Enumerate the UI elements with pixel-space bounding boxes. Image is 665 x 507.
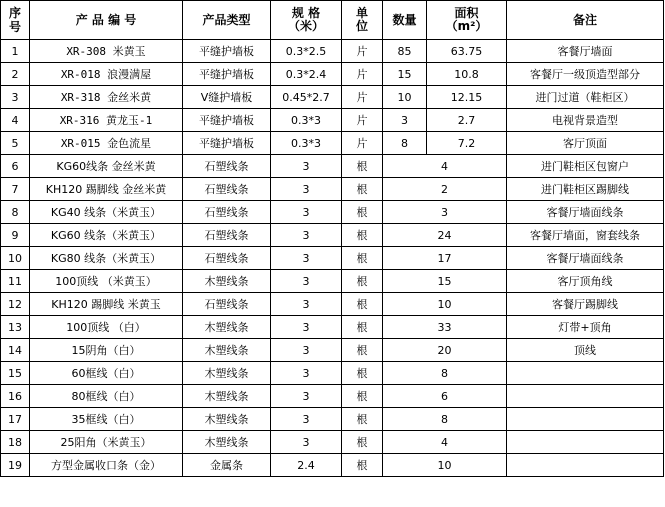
table-row <box>1 109 664 132</box>
cell-seq: 3 <box>1 86 30 109</box>
cell-name: KH120 踢脚线 米黄玉 <box>30 293 183 316</box>
cell-note: 顶线 <box>507 339 664 362</box>
cell-type: 木塑线条 <box>183 339 271 362</box>
cell-qty: 10 <box>383 86 427 109</box>
table-row <box>1 270 664 293</box>
header-spec: 规 格 （米） <box>271 1 342 40</box>
cell-spec: 0.3*3 <box>271 109 342 132</box>
cell-seq: 13 <box>1 316 30 339</box>
cell-spec: 0.3*3 <box>271 132 342 155</box>
cell-note: 客餐厅墙面 <box>507 40 664 63</box>
cell-unit: 根 <box>342 316 383 339</box>
cell-area: 7.2 <box>427 132 507 155</box>
cell-type: 金属条 <box>183 454 271 477</box>
cell-unit: 片 <box>342 109 383 132</box>
cell-qty: 6 <box>383 385 507 408</box>
cell-type: 石塑线条 <box>183 224 271 247</box>
cell-name: XR-318 金丝米黄 <box>30 86 183 109</box>
cell-note <box>507 408 664 431</box>
cell-unit: 根 <box>342 362 383 385</box>
cell-spec: 3 <box>271 316 342 339</box>
cell-type: 石塑线条 <box>183 178 271 201</box>
cell-name: XR-018 浪漫满屋 <box>30 63 183 86</box>
table-row <box>1 293 664 316</box>
cell-seq: 16 <box>1 385 30 408</box>
cell-name: KG80 线条（米黄玉） <box>30 247 183 270</box>
cell-type: 石塑线条 <box>183 155 271 178</box>
cell-unit: 片 <box>342 132 383 155</box>
cell-spec: 3 <box>271 247 342 270</box>
cell-spec: 3 <box>271 385 342 408</box>
cell-note: 进门过道（鞋柜区） <box>507 86 664 109</box>
cell-seq: 5 <box>1 132 30 155</box>
cell-qty: 33 <box>383 316 507 339</box>
cell-note <box>507 362 664 385</box>
cell-spec: 3 <box>271 362 342 385</box>
cell-spec: 0.45*2.7 <box>271 86 342 109</box>
cell-seq: 18 <box>1 431 30 454</box>
cell-type: 木塑线条 <box>183 385 271 408</box>
cell-spec: 3 <box>271 178 342 201</box>
header-area: 面积 （m²） <box>427 1 507 40</box>
table-row <box>1 362 664 385</box>
cell-seq: 12 <box>1 293 30 316</box>
header-unit: 单 位 <box>342 1 383 40</box>
cell-unit: 片 <box>342 40 383 63</box>
cell-note <box>507 385 664 408</box>
cell-unit: 根 <box>342 270 383 293</box>
cell-area: 2.7 <box>427 109 507 132</box>
cell-type: 平缝护墙板 <box>183 109 271 132</box>
table-row <box>1 339 664 362</box>
cell-name: KG60线条 金丝米黄 <box>30 155 183 178</box>
cell-unit: 根 <box>342 339 383 362</box>
cell-spec: 3 <box>271 224 342 247</box>
header-qty: 数量 <box>383 1 427 40</box>
cell-type: V缝护墙板 <box>183 86 271 109</box>
cell-qty: 4 <box>383 431 507 454</box>
cell-qty: 17 <box>383 247 507 270</box>
cell-unit: 根 <box>342 178 383 201</box>
cell-area: 63.75 <box>427 40 507 63</box>
cell-spec: 3 <box>271 408 342 431</box>
cell-type: 石塑线条 <box>183 247 271 270</box>
cell-note: 进门鞋柜区踢脚线 <box>507 178 664 201</box>
cell-type: 木塑线条 <box>183 270 271 293</box>
cell-spec: 3 <box>271 293 342 316</box>
cell-spec: 3 <box>271 339 342 362</box>
cell-name: 100顶线 （白） <box>30 316 183 339</box>
table-row <box>1 86 664 109</box>
cell-note <box>507 431 664 454</box>
cell-name: 15阴角（白） <box>30 339 183 362</box>
cell-spec: 0.3*2.4 <box>271 63 342 86</box>
cell-name: KH120 踢脚线 金丝米黄 <box>30 178 183 201</box>
cell-area: 10.8 <box>427 63 507 86</box>
cell-qty: 3 <box>383 109 427 132</box>
cell-area: 12.15 <box>427 86 507 109</box>
cell-name: 25阳角（米黄玉） <box>30 431 183 454</box>
cell-qty: 85 <box>383 40 427 63</box>
cell-seq: 14 <box>1 339 30 362</box>
cell-spec: 3 <box>271 270 342 293</box>
cell-unit: 片 <box>342 63 383 86</box>
cell-qty: 10 <box>383 454 507 477</box>
cell-type: 木塑线条 <box>183 362 271 385</box>
cell-spec: 3 <box>271 155 342 178</box>
cell-spec: 2.4 <box>271 454 342 477</box>
cell-seq: 7 <box>1 178 30 201</box>
cell-seq: 9 <box>1 224 30 247</box>
cell-qty: 8 <box>383 132 427 155</box>
cell-type: 石塑线条 <box>183 293 271 316</box>
cell-qty: 24 <box>383 224 507 247</box>
cell-unit: 根 <box>342 155 383 178</box>
cell-note: 客厅顶角线 <box>507 270 664 293</box>
table-body <box>1 40 664 477</box>
cell-name: XR-308 米黄玉 <box>30 40 183 63</box>
cell-spec: 3 <box>271 201 342 224</box>
cell-name: XR-316 黄龙玉-1 <box>30 109 183 132</box>
cell-qty: 15 <box>383 270 507 293</box>
table-row <box>1 385 664 408</box>
cell-seq: 1 <box>1 40 30 63</box>
cell-seq: 6 <box>1 155 30 178</box>
cell-note: 客餐厅墙面，窗套线条 <box>507 224 664 247</box>
cell-unit: 根 <box>342 224 383 247</box>
table-row <box>1 316 664 339</box>
header-row <box>1 1 664 40</box>
cell-type: 平缝护墙板 <box>183 63 271 86</box>
cell-note: 客餐厅墙面线条 <box>507 247 664 270</box>
table-row <box>1 40 664 63</box>
table-row <box>1 178 664 201</box>
cell-note <box>507 454 664 477</box>
cell-name: 方型金属收口条（金） <box>30 454 183 477</box>
cell-type: 木塑线条 <box>183 408 271 431</box>
cell-note: 进门鞋柜区包窗户 <box>507 155 664 178</box>
cell-name: 35框线（白） <box>30 408 183 431</box>
cell-name: 100顶线 （米黄玉） <box>30 270 183 293</box>
table-row <box>1 224 664 247</box>
cell-type: 木塑线条 <box>183 316 271 339</box>
table-row <box>1 408 664 431</box>
cell-name: 60框线（白） <box>30 362 183 385</box>
cell-seq: 10 <box>1 247 30 270</box>
table-row <box>1 63 664 86</box>
cell-seq: 4 <box>1 109 30 132</box>
cell-seq: 11 <box>1 270 30 293</box>
cell-spec: 0.3*2.5 <box>271 40 342 63</box>
cell-note: 客餐厅墙面线条 <box>507 201 664 224</box>
header-note: 备注 <box>507 1 664 40</box>
cell-qty: 10 <box>383 293 507 316</box>
cell-unit: 根 <box>342 247 383 270</box>
cell-note: 客餐厅踢脚线 <box>507 293 664 316</box>
cell-qty: 8 <box>383 362 507 385</box>
cell-seq: 19 <box>1 454 30 477</box>
cell-qty: 2 <box>383 178 507 201</box>
cell-note: 客餐厅一级顶造型部分 <box>507 63 664 86</box>
cell-seq: 17 <box>1 408 30 431</box>
cell-note: 客厅顶面 <box>507 132 664 155</box>
cell-type: 石塑线条 <box>183 201 271 224</box>
cell-unit: 根 <box>342 431 383 454</box>
cell-name: KG60 线条（米黄玉） <box>30 224 183 247</box>
header-seq: 序 号 <box>1 1 30 40</box>
header-type: 产品类型 <box>183 1 271 40</box>
cell-seq: 8 <box>1 201 30 224</box>
cell-type: 平缝护墙板 <box>183 132 271 155</box>
cell-unit: 片 <box>342 86 383 109</box>
cell-note: 灯带+顶角 <box>507 316 664 339</box>
table-row <box>1 431 664 454</box>
cell-type: 木塑线条 <box>183 431 271 454</box>
cell-spec: 3 <box>271 431 342 454</box>
table-row <box>1 155 664 178</box>
cell-note: 电视背景造型 <box>507 109 664 132</box>
cell-name: KG40 线条（米黄玉） <box>30 201 183 224</box>
cell-seq: 2 <box>1 63 30 86</box>
header-name: 产 品 编 号 <box>30 1 183 40</box>
table-row <box>1 201 664 224</box>
table-row <box>1 132 664 155</box>
cell-qty: 20 <box>383 339 507 362</box>
cell-seq: 15 <box>1 362 30 385</box>
table-row <box>1 454 664 477</box>
cell-unit: 根 <box>342 201 383 224</box>
cell-type: 平缝护墙板 <box>183 40 271 63</box>
cell-name: 80框线（白） <box>30 385 183 408</box>
cell-qty: 15 <box>383 63 427 86</box>
cell-unit: 根 <box>342 408 383 431</box>
cell-qty: 4 <box>383 155 507 178</box>
cell-name: XR-015 金色流星 <box>30 132 183 155</box>
cell-qty: 3 <box>383 201 507 224</box>
cell-qty: 8 <box>383 408 507 431</box>
cell-unit: 根 <box>342 454 383 477</box>
cell-unit: 根 <box>342 293 383 316</box>
cell-unit: 根 <box>342 385 383 408</box>
table-row <box>1 247 664 270</box>
